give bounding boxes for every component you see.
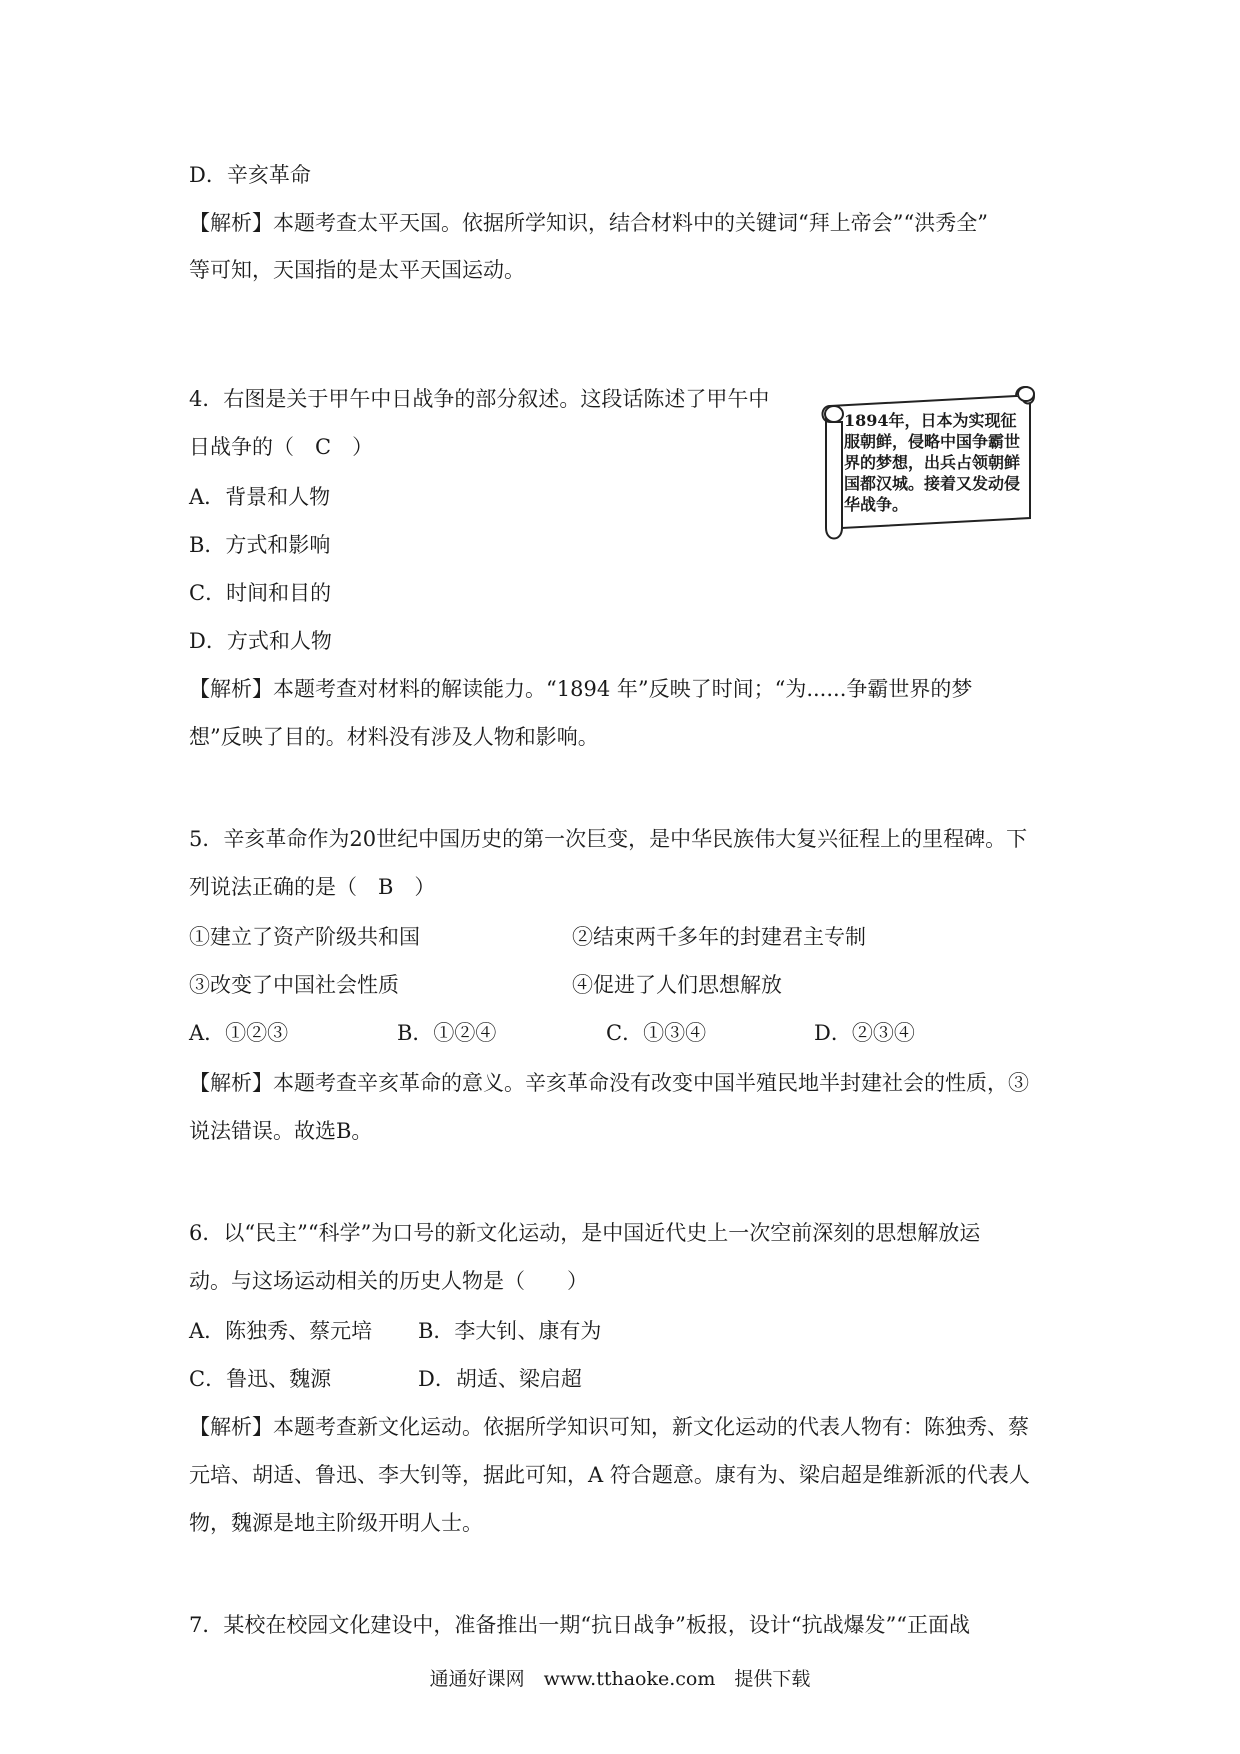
q4-option-c: C．时间和目的 <box>189 581 332 605</box>
q3-analysis-line1: 【解析】本题考查太平天国。依据所学知识，结合材料中的关键词“拜上帝会”“洪秀全” <box>189 211 988 235</box>
q4-option-d: D．方式和人物 <box>189 629 332 653</box>
q6-option-b: B．李大钊、康有为 <box>418 1319 602 1343</box>
q5-option-b: B．①②④ <box>397 1021 497 1045</box>
q4-stem-line2: 日战争的（ C ） <box>189 435 374 459</box>
q3-option-d: D．辛亥革命 <box>189 163 311 187</box>
scroll-illustration <box>816 378 1046 550</box>
q5-stem-line2: 列说法正确的是（ B ） <box>189 875 436 899</box>
q6-analysis-line2: 元培、胡适、鲁迅、李大钊等，据此可知，A 符合题意。康有为、梁启超是维新派的代表人 <box>189 1463 1030 1487</box>
q6-option-d: D．胡适、梁启超 <box>418 1367 582 1391</box>
q6-option-c: C．鲁迅、魏源 <box>189 1367 332 1391</box>
q5-stem-line1: 5．辛亥革命作为20世纪中国历史的第一次巨变，是中华民族伟大复兴征程上的里程碑。下 <box>189 827 1028 851</box>
q4-analysis-line1: 【解析】本题考查对材料的解读能力。“1894 年”反映了时间；“为......争霸世界的梦 <box>189 677 973 701</box>
q4-analysis-line2: 想”反映了目的。材料没有涉及人物和影响。 <box>189 725 599 749</box>
q5-analysis-line2: 说法错误。故选B。 <box>189 1119 373 1143</box>
q5-option-d: D．②③④ <box>814 1021 915 1045</box>
q3-analysis-line2: 等可知，天国指的是太平天国运动。 <box>189 258 525 282</box>
q4-stem-line1: 4．右图是关于甲午中日战争的部分叙述。这段话陈述了甲午中 <box>189 387 770 411</box>
q5-option-a: A．①②③ <box>189 1021 289 1045</box>
q5-analysis-line1: 【解析】本题考查辛亥革命的意义。辛亥革命没有改变中国半殖民地半封建社会的性质，③ <box>189 1071 1029 1095</box>
q4-option-a: A．背景和人物 <box>189 485 331 509</box>
page-footer: 通通好课网 www.tthaoke.com 提供下载 <box>429 1668 811 1690</box>
q6-analysis-line1: 【解析】本题考查新文化运动。依据所学知识可知，新文化运动的代表人物有：陈独秀、蔡 <box>189 1415 1029 1439</box>
q6-stem-line2: 动。与这场运动相关的历史人物是（ ） <box>189 1269 588 1293</box>
q5-item-4: ④促进了人们思想解放 <box>572 973 782 997</box>
q4-option-b: B．方式和影响 <box>189 533 331 557</box>
q6-option-a: A．陈独秀、蔡元培 <box>189 1319 373 1343</box>
q6-analysis-line3: 物，魏源是地主阶级开明人士。 <box>189 1511 483 1535</box>
q5-item-3: ③改变了中国社会性质 <box>189 973 399 997</box>
q5-item-1: ①建立了资产阶级共和国 <box>189 925 420 949</box>
q5-item-2: ②结束两千多年的封建君主专制 <box>572 925 866 949</box>
scroll-text: 1894年，日本为实现征服朝鲜，侵略中国争霸世界的梦想，出兵占领朝鲜国都汉城。接着又发动侵华战争。 <box>844 411 1021 514</box>
q7-stem-line1: 7．某校在校园文化建设中，准备推出一期“抗日战争”板报，设计“抗战爆发”“正面战 <box>189 1613 971 1637</box>
q5-option-c: C．①③④ <box>606 1021 707 1045</box>
q6-stem-line1: 6．以“民主”“科学”为口号的新文化运动，是中国近代史上一次空前深刻的思想解放运 <box>189 1221 981 1245</box>
